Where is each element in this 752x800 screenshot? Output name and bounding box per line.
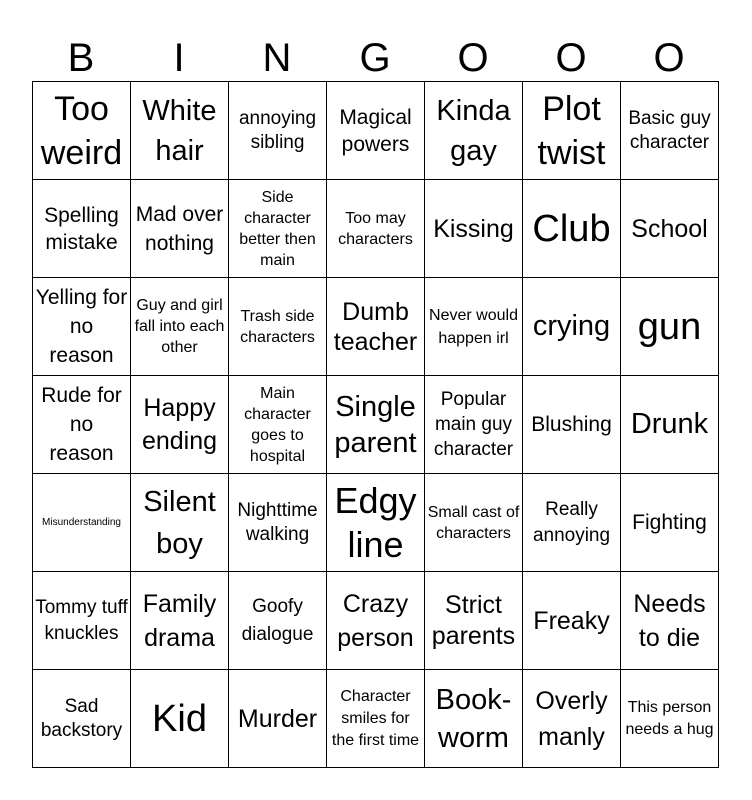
- bingo-cell[interactable]: [33, 82, 131, 180]
- bingo-cell[interactable]: [523, 670, 621, 768]
- bingo-cell[interactable]: [621, 278, 719, 376]
- bingo-cell[interactable]: [621, 572, 719, 670]
- cell-text: Silent boy: [143, 485, 216, 560]
- cell-text: Popular main guy character: [433, 389, 514, 460]
- bingo-cell[interactable]: [523, 82, 621, 180]
- bingo-cell[interactable]: [131, 572, 229, 670]
- cell-text: Happy ending: [141, 393, 218, 455]
- cell-text: Spelling mistake: [44, 203, 119, 254]
- cell-text: Kinda gay: [436, 94, 511, 167]
- cell-text: Mad over nothing: [135, 202, 224, 255]
- cell-text: Guy and girl fall into each other: [134, 297, 225, 356]
- cell-text: Drunk: [630, 408, 709, 440]
- bingo-cell[interactable]: [33, 180, 131, 278]
- bingo-cell[interactable]: [131, 82, 229, 180]
- cell-text: Kissing: [433, 214, 514, 243]
- bingo-cell[interactable]: [425, 670, 523, 768]
- bingo-header: [32, 34, 718, 82]
- bingo-cell[interactable]: [131, 474, 229, 572]
- cell-text: Dumb teacher: [333, 297, 418, 356]
- cell-text: Single parent: [334, 390, 417, 459]
- cell-text: Goofy dialogue: [241, 595, 314, 645]
- cell-text: White hair: [142, 94, 217, 167]
- cell-text: Edgy line: [334, 479, 417, 565]
- cell-text: Book-worm: [435, 683, 512, 754]
- bingo-cell[interactable]: [327, 376, 425, 474]
- cell-text: Never would happen irl: [429, 306, 518, 347]
- header-letter: N: [262, 36, 292, 80]
- cell-text: Murder: [237, 704, 318, 733]
- bingo-cell[interactable]: [33, 278, 131, 376]
- cell-text: Misunderstanding: [42, 516, 121, 528]
- bingo-cell[interactable]: [425, 180, 523, 278]
- bingo-cell[interactable]: [425, 82, 523, 180]
- cell-text: Too may characters: [338, 209, 413, 248]
- cell-text: Basic guy character: [628, 107, 711, 153]
- header-letter: G: [359, 36, 391, 80]
- cell-text: Overly manly: [535, 686, 608, 751]
- bingo-cell[interactable]: [621, 670, 719, 768]
- bingo-cell[interactable]: [229, 180, 327, 278]
- header-letter: I: [173, 36, 185, 80]
- cell-text: Small cast of characters: [427, 503, 520, 542]
- cell-text: Yelling for no reason: [35, 286, 128, 367]
- cell-text: Rude for no reason: [41, 384, 122, 465]
- bingo-cell[interactable]: [33, 572, 131, 670]
- bingo-cell[interactable]: [229, 474, 327, 572]
- bingo-cell[interactable]: [621, 180, 719, 278]
- cell-text: Character smiles for the first time: [331, 687, 420, 749]
- bingo-cell[interactable]: [229, 278, 327, 376]
- bingo-cell[interactable]: [327, 572, 425, 670]
- bingo-cell[interactable]: [327, 670, 425, 768]
- cell-text: Needs to die: [633, 589, 706, 652]
- cell-text: Sad backstory: [40, 695, 123, 741]
- bingo-cell[interactable]: [523, 572, 621, 670]
- bingo-cell[interactable]: [33, 474, 131, 572]
- bingo-cell[interactable]: [425, 376, 523, 474]
- bingo-cell[interactable]: [229, 670, 327, 768]
- bingo-cell[interactable]: [327, 180, 425, 278]
- cell-text: Crazy person: [337, 589, 414, 652]
- cell-text: annoying sibling: [238, 107, 317, 153]
- bingo-cell[interactable]: [229, 82, 327, 180]
- bingo-cell[interactable]: [621, 376, 719, 474]
- cell-text: crying: [532, 310, 611, 342]
- cell-text: Strict parents: [431, 590, 516, 650]
- header-letter: O: [457, 36, 489, 80]
- cell-text: Family drama: [142, 589, 217, 652]
- bingo-cell[interactable]: [131, 376, 229, 474]
- cell-text: Freaky: [533, 606, 610, 635]
- bingo-cell[interactable]: [327, 82, 425, 180]
- bingo-cell[interactable]: [523, 376, 621, 474]
- bingo-cell[interactable]: [33, 670, 131, 768]
- cell-text: Club: [532, 207, 611, 250]
- bingo-cell[interactable]: [327, 474, 425, 572]
- cell-text: Side character better then main: [239, 188, 316, 269]
- bingo-cell[interactable]: [131, 278, 229, 376]
- bingo-cell[interactable]: [425, 572, 523, 670]
- bingo-cell[interactable]: [425, 278, 523, 376]
- cell-text: Kid: [152, 697, 207, 740]
- bingo-cell[interactable]: [621, 82, 719, 180]
- cell-text: Magical powers: [339, 105, 412, 156]
- header-letter: O: [653, 36, 685, 80]
- cell-text: Really annoying: [532, 498, 611, 546]
- bingo-cell[interactable]: [523, 278, 621, 376]
- bingo-cell[interactable]: [523, 474, 621, 572]
- header-letter: B: [67, 36, 95, 80]
- cell-text: Blushing: [531, 413, 612, 436]
- bingo-cell[interactable]: [621, 474, 719, 572]
- bingo-cell[interactable]: [327, 278, 425, 376]
- bingo-cell[interactable]: [523, 180, 621, 278]
- cell-text: School: [631, 214, 708, 243]
- bingo-board: [32, 81, 719, 768]
- header-letter: O: [555, 36, 587, 80]
- bingo-cell[interactable]: [425, 474, 523, 572]
- bingo-cell[interactable]: [229, 572, 327, 670]
- cell-text: Plot twist: [537, 89, 606, 172]
- cell-text: gun: [637, 305, 702, 348]
- bingo-cell[interactable]: [33, 376, 131, 474]
- cell-text: Tommy tuff knuckles: [35, 596, 128, 644]
- cell-text: This person needs a hug: [625, 698, 714, 738]
- bingo-cell[interactable]: [131, 180, 229, 278]
- cell-text: Main character goes to hospital: [244, 384, 311, 465]
- cell-text: Nighttime walking: [237, 499, 318, 545]
- bingo-cell[interactable]: [131, 670, 229, 768]
- bingo-cell[interactable]: [229, 376, 327, 474]
- cell-text: Trash side characters: [240, 307, 315, 346]
- cell-text: Fighting: [632, 511, 707, 534]
- cell-text: Too weird: [40, 89, 123, 172]
